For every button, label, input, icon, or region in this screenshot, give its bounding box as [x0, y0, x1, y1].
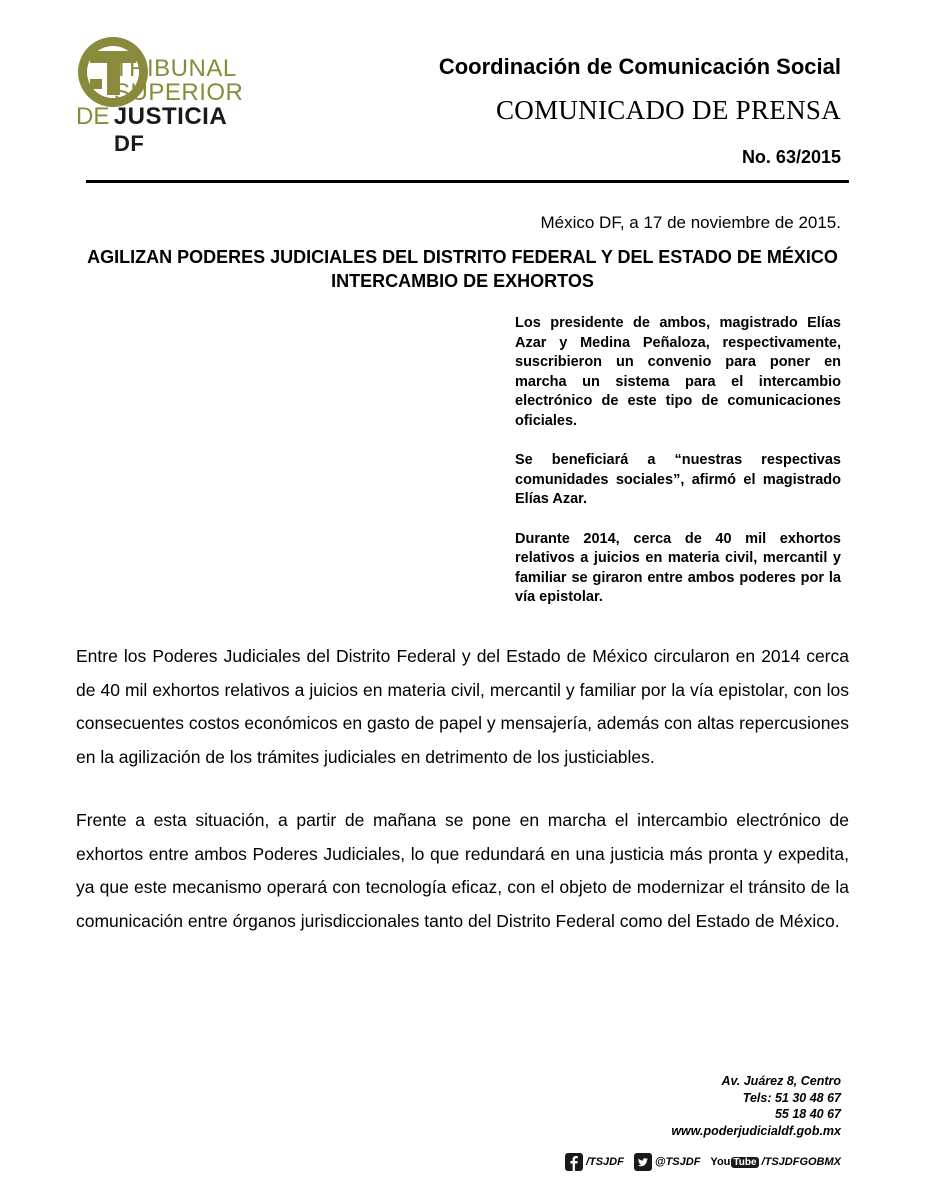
summary-paragraph: Se beneficiará a “nuestras respectivas comunidades sociales”, afirmó el magistrado Elías Azar.: [515, 452, 841, 507]
youtube-label-you: You: [710, 1156, 731, 1168]
body-paragraph: Frente a esta situación, a partir de mañana se pone en marcha el intercambio electrónico de exhortos entre ambos Poderes Judiciales, lo que redundará en una justicia más pronta y expedita, ya que este mecanismo operará con tecnología eficaz, con el objeto de modernizar el tránsito de la comunicación entre órganos jurisdiccionales tanto del Distrito Federal como del Estado de México.: [76, 810, 849, 931]
body-paragraph: Entre los Poderes Judiciales del Distrito Federal y del Estado de México circularon en 2014 cerca de 40 mil exhortos relativos a juicios en materia civil, mercantil y familiar por la vía epistolar, con los consecuentes costos económicos en gasto de papel y mensajería, además con altas repercusiones en la agilización de los trámites judiciales en detrimento de los justiciables.: [76, 646, 849, 767]
press-release-title: COMUNICADO DE PRENSA: [495, 95, 841, 125]
twitter-handle: @TSJDF: [654, 1156, 701, 1168]
logo-text-df: DF: [114, 131, 145, 156]
phone-line-2: 55 18 40 67: [774, 1107, 841, 1121]
youtube-icon: [710, 1156, 758, 1168]
logo-text-justicia: JUSTICIA: [113, 103, 228, 130]
release-number: No. 63/2015: [741, 147, 841, 167]
logo-text-de: DE: [76, 103, 110, 130]
phone-line: Tels: 51 30 48 67: [742, 1090, 841, 1105]
header-divider: [86, 180, 849, 183]
headline: AGILIZAN PODERES JUDICIALES DEL DISTRITO FEDERAL Y DEL ESTADO DE MÉXICO INTERCAMBIO DE EXHORTOS: [87, 247, 838, 291]
twitter-link[interactable]: [634, 1153, 701, 1171]
logo-text-superior: SUPERIOR: [114, 79, 244, 106]
social-links: [565, 1153, 841, 1171]
logo-text-tribunal: TRIBUNAL: [114, 55, 237, 82]
coordination-title: Coordinación de Comunicación Social: [438, 54, 841, 79]
youtube-label-tube: Tube: [733, 1156, 757, 1168]
facebook-link[interactable]: [565, 1153, 624, 1171]
website-link[interactable]: www.poderjudicialdf.gob.mx: [671, 1123, 841, 1138]
dateline: México DF, a 17 de noviembre de 2015.: [540, 213, 841, 232]
summary-box: [515, 314, 841, 628]
institution-logo: [76, 35, 296, 155]
facebook-icon: [565, 1153, 583, 1171]
youtube-handle: /TSJDFGOBMX: [761, 1156, 841, 1168]
youtube-link[interactable]: [710, 1156, 841, 1168]
summary-paragraph: Durante 2014, cerca de 40 mil exhortos relativos a juicios en materia civil, mercantil y familiar se giraron entre ambos poderes por la vía epistolar.: [515, 530, 841, 605]
article-body: [76, 640, 849, 968]
contact-block: [671, 1073, 841, 1139]
summary-paragraph: Los presidente de ambos, magistrado Elías Azar y Medina Peñaloza, respectivamente, suscribieron un convenio para poner en marcha un sistema para el intercambio electrónico de este tipo de comunicaciones oficiales.: [515, 315, 841, 429]
address-line: Av. Juárez 8, Centro: [721, 1074, 841, 1088]
facebook-handle: /TSJDF: [585, 1156, 624, 1168]
twitter-icon: [634, 1153, 652, 1171]
logo-wordmark: [76, 55, 314, 156]
